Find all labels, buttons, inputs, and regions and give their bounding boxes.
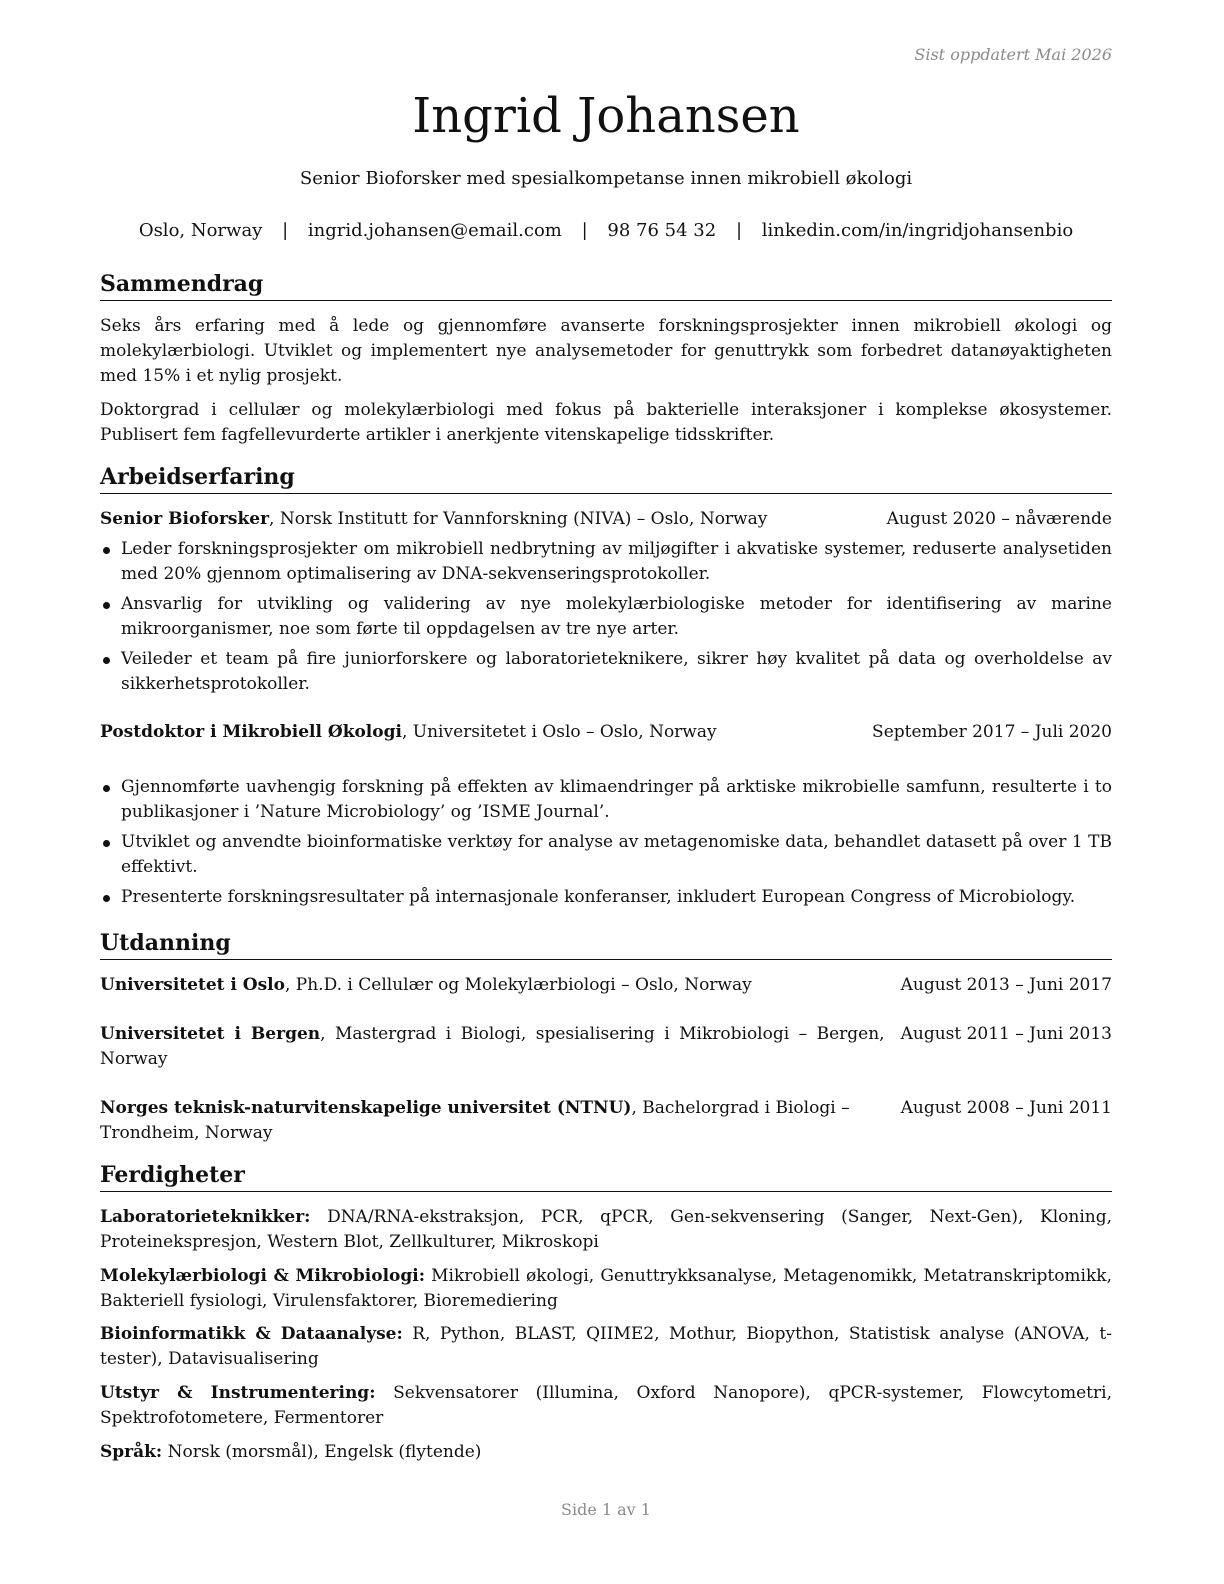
resume-page (100, 0, 1112, 1584)
list-item (100, 885, 1112, 910)
section-title-education: Utdanning (100, 929, 1112, 960)
list-item (100, 647, 1112, 697)
education-title-line (100, 1022, 885, 1072)
skill-value: Sekvensatorer (Illumina, Oxford Nanopore), qPCR-systemer, Flowcytometri, Spektrofotometere, Fermentorer (100, 1383, 1112, 1428)
bullet-text: Utviklet og anvendte bioinformatiske verktøy for analyse av metagenomiske data, behandlet datasett på over 1 TB effektivt. (121, 832, 1112, 877)
skill-label: Utstyr & Instrumentering: (100, 1383, 376, 1403)
education-dates: August 2008 – Juni 2011 (900, 1098, 1112, 1118)
degree-detail: , Bachelorgrad i Biologi – Trondheim, Norway (100, 1098, 850, 1143)
education-title-line (100, 1096, 885, 1146)
skill-line (100, 1381, 1112, 1431)
school-name: Norges teknisk-naturvitenskapelige universitet (NTNU) (100, 1098, 632, 1118)
candidate-headline: Senior Bioforsker med spesialkompetanse innen mikrobiell økologi (299, 168, 913, 189)
education-entry (100, 973, 1112, 998)
education-entry (100, 1022, 1112, 1072)
list-item (100, 537, 1112, 587)
degree-detail: , Mastergrad i Biologi, spesialisering i Mikrobiologi – Bergen, Norway (100, 1024, 885, 1069)
summary-paragraph: Doktorgrad i cellulær og molekylærbiologi med fokus på bakterielle interaksjoner i komplekse økosystemer. Publisert fem fagfellevurderte artikler i anerkjente vitenskapelige tidsskrifter. (100, 400, 1112, 445)
skill-line (100, 1264, 1112, 1314)
page-number: Side 1 av 1 (561, 1500, 651, 1519)
section-title-experience: Arbeidserfaring (100, 463, 1112, 494)
contact-separator: | (735, 220, 743, 241)
education-dates: August 2013 – Juni 2017 (900, 975, 1112, 995)
skill-line (100, 1322, 1112, 1372)
job-bullets (100, 775, 1112, 915)
candidate-name: Ingrid Johansen (412, 88, 800, 144)
skill-value: R, Python, BLAST, QIIME2, Mothur, Biopython, Statistisk analyse (ANOVA, t-tester), Datavisualisering (100, 1324, 1112, 1369)
bullet-icon (103, 840, 110, 847)
job-header (100, 507, 1112, 532)
list-item (100, 775, 1112, 825)
job-organization: , Norsk Institutt for Vannforskning (NIVA) – Oslo, Norway (269, 509, 768, 529)
job-organization: , Universitetet i Oslo – Oslo, Norway (401, 722, 717, 742)
bullet-icon (103, 657, 110, 664)
bullet-text: Ansvarlig for utvikling og validering av nye molekylærbiologiske metoder for identifisering av marine mikroorganismer, noe som førte til oppdagelsen av tre nye arter. (121, 594, 1112, 639)
contact-separator: | (581, 220, 588, 241)
bullet-text: Presenterte forskningsresultater på internasjonale konferanser, inkludert European Congress of Microbiology. (121, 887, 1076, 907)
bullet-icon (103, 547, 110, 554)
skill-label: Laboratorieteknikker: (100, 1207, 311, 1227)
contact-linkedin[interactable]: linkedin.com/in/ingridjohansenbio (761, 220, 1074, 241)
skill-label: Språk: (100, 1442, 163, 1462)
degree-detail: , Ph.D. i Cellulær og Molekylærbiologi – Oslo, Norway (284, 975, 752, 995)
list-item (100, 592, 1112, 642)
skill-label: Bioinformatikk & Dataanalyse: (100, 1324, 403, 1344)
skill-value: Norsk (morsmål), Engelsk (flytende) (162, 1442, 482, 1462)
job-title-line (100, 507, 871, 532)
contact-location: Oslo, Norway (138, 220, 263, 241)
job-dates: September 2017 – Juli 2020 (872, 722, 1112, 742)
school-name: Universitetet i Bergen (100, 1024, 321, 1044)
skill-value: Mikrobiell økologi, Genuttrykksanalyse, Metagenomikk, Metatranskriptomikk, Bakteriell fysiologi, Virulensfaktorer, Bioremediering (100, 1266, 1112, 1311)
job-title-line (100, 720, 856, 745)
contact-email[interactable]: ingrid.johansen@email.com (307, 220, 562, 241)
contact-separator: | (282, 220, 289, 241)
education-dates: August 2011 – Juni 2013 (900, 1024, 1112, 1044)
education-entry (100, 1096, 1112, 1146)
job-bullets (100, 537, 1112, 702)
contact-line (100, 219, 1112, 243)
job-role: Senior Bioforsker (100, 509, 270, 529)
skill-label: Molekylærbiologi & Mikrobiologi: (100, 1266, 425, 1286)
education-title-line (100, 973, 885, 998)
list-item (100, 830, 1112, 880)
bullet-icon (103, 785, 110, 792)
skill-line (100, 1440, 1112, 1465)
school-name: Universitetet i Oslo (100, 975, 285, 995)
bullet-icon (103, 602, 110, 609)
last-updated: Sist oppdatert Mai 2026 (914, 45, 1112, 64)
bullet-icon (103, 895, 110, 902)
bullet-text: Veileder et team på fire juniorforskere og laboratorieteknikere, sikrer høy kvalitet på data og overholdelse av sikkerhetsprotokoller. (121, 649, 1112, 694)
skill-value: DNA/RNA-ekstraksjon, PCR, qPCR, Gen-sekvensering (Sanger, Next-Gen), Kloning, Proteinekspresjon, Western Blot, Zellkulturer, Mikroskopi (100, 1207, 1112, 1252)
skill-line (100, 1205, 1112, 1255)
section-title-skills: Ferdigheter (100, 1161, 1112, 1192)
summary-paragraph: Seks års erfaring med å lede og gjennomføre avanserte forskningsprosjekter innen mikrobiell økologi og molekylærbiologi. Utviklet og implementert nye analysemetoder for genuttrykk som forbedret datanøyaktigheten med 15% i et nylig prosjekt. (100, 316, 1112, 386)
bullet-text: Leder forskningsprosjekter om mikrobiell nedbrytning av miljøgifter i akvatiske systemer, reduserte analysetiden med 20% gjennom optimalisering av DNA-sekvenseringsprotokoller. (121, 539, 1112, 584)
job-header (100, 720, 1112, 745)
section-title-summary: Sammendrag (100, 270, 1112, 301)
job-dates: August 2020 – nåværende (886, 509, 1112, 529)
bullet-text: Gjennomførte uavhengig forskning på effekten av klimaendringer på arktiske mikrobielle samfunn, resulterte i to publikasjoner i ’Nature Microbiology’ og ’ISME Journal’. (121, 777, 1112, 822)
contact-phone: 98 76 54 32 (607, 220, 717, 241)
job-role: Postdoktor i Mikrobiell Økologi (100, 722, 402, 742)
